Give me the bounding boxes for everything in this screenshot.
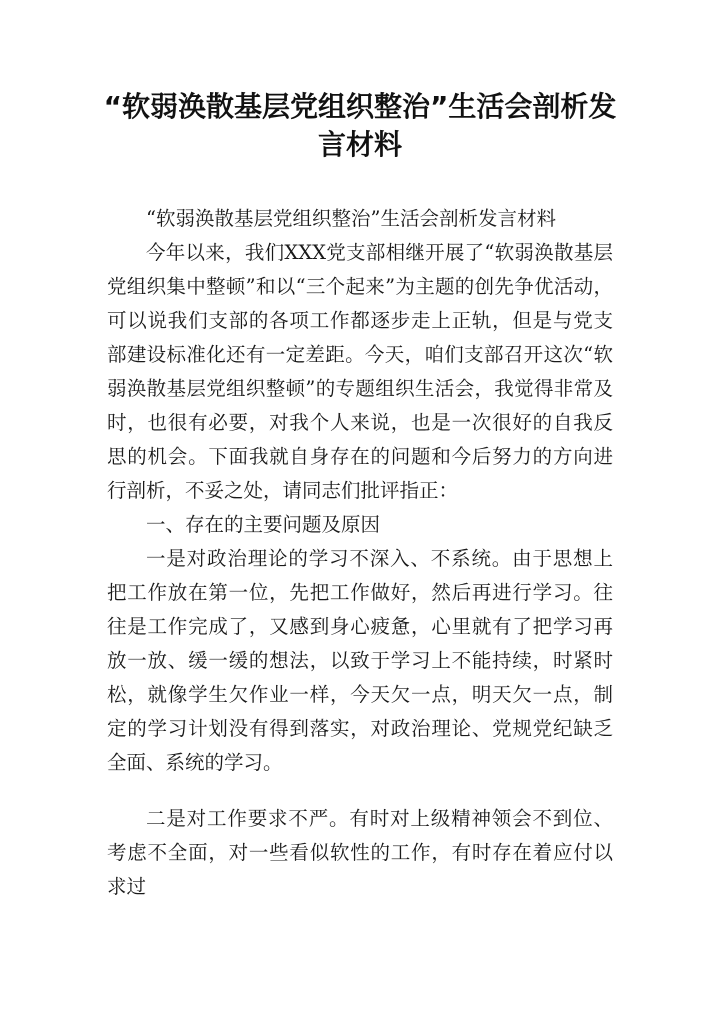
problem-paragraph-2: 二是对工作要求不严。有时对上级精神领会不到位、考虑不全面，对一些看似软性的工作，有时存在着应付以求过 (107, 807, 613, 898)
problem-paragraph-1: 一是对政治理论的学习不深入、不系统。由于思想上把工作放在第一位，先把工作做好，然后再进行学习。往往是工作完成了，又感到身心疲惫，心里就有了把学习再放一放、缓一缓的想法，以致于学习上不能持续，时紧时松，就像学生欠作业一样，今天欠一点，明天欠一点，制定的学习计划没有得到落实，对政治理论、党规党纪缺乏全面、系统的学习。 (107, 547, 613, 774)
document-body (107, 202, 613, 904)
section-heading: 一、存在的主要问题及原因 (146, 513, 381, 536)
intro-paragraph: 今年以来，我们XXX党支部相继开展了“软弱涣散基层党组织集中整顿”和以“三个起来”为主题的创先争优活动，可以说我们支部的各项工作都逐步走上正轨，但是与党支部建设标准化还有一定差距。今天，咱们支部召开这次“软弱涣散基层党组织整顿”的专题组织生活会，我觉得非常及时，也很有必要，对我个人来说，也是一次很好的自我反思的机会。下面我就自身存在的问题和今后努力的方向进行剖析，不妥之处，请同志们批评指正： (107, 241, 613, 502)
subtitle-paragraph: “软弱涣散基层党组织整治”生活会剖析发言材料 (146, 207, 556, 230)
document-title: “软弱涣散基层党组织整治”生活会剖析发言材料 (103, 90, 617, 161)
